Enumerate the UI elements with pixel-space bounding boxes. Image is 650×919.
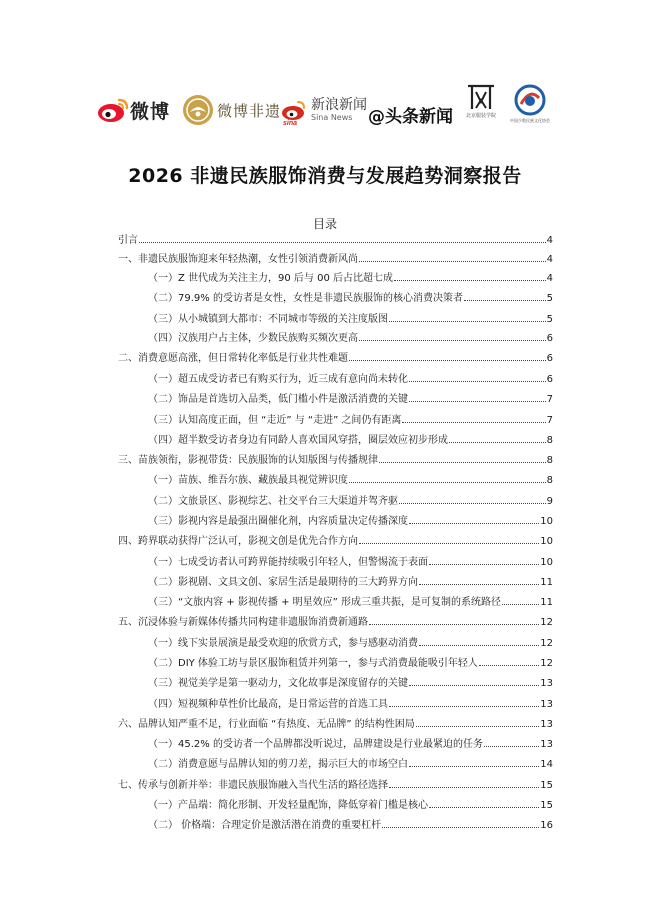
toc-entry-label: （一）45.2% 的受访者一个品牌都没听说过，品牌建设是行业最紧迫的任务 [148,739,483,750]
toc-entry-page: 16 [540,820,553,831]
toc-entry-label: 七、传承与创新并举：非遗民族服饰融入当代生活的路径选择 [118,780,388,791]
toc-leader-dots [369,615,539,625]
toc-entry-label: （三）从小城镇到大都市：不同城市等级的关注度版图 [148,314,388,325]
toc-leader-dots [349,473,546,483]
toc-entry[interactable] [148,737,553,751]
toc-leader-dots [359,331,546,341]
toc-entry-page: 12 [540,638,553,649]
toc-entry-label: （一）超五成受访者已有购买行为，近三成有意向尚未转化 [148,374,408,385]
toc-entry-page: 10 [540,516,553,527]
toc-entry[interactable] [148,798,553,812]
toc-entry-page: 10 [540,536,553,547]
weibo-wordmark: 微博 [130,100,171,123]
toc-entry[interactable] [118,351,553,365]
toc-entry[interactable] [148,433,553,447]
toc-entry[interactable] [118,717,553,731]
toc-entry-label: （一）七成受访者认可跨界能持续吸引年轻人，但警惕流于表面 [148,557,428,568]
sina-news-logo [281,94,367,126]
toc-leader-dots [382,818,539,828]
toc-leader-dots [409,392,546,402]
toc-entry[interactable] [118,233,553,247]
toc-entry-page: 6 [546,374,553,385]
toc-entry[interactable] [148,555,553,569]
toc-entry-label: （三）“文旅内容 + 影视传播 + 明星效应” 形成三重共振，是可复制的系统路径 [148,597,502,608]
toc-entry-label: （一）苗族、维吾尔族、藏族最具视觉辨识度 [148,475,348,486]
toc-entry-label: （二）饰品是首选切入品类，低门槛小件是激活消费的关键 [148,394,408,405]
toc-entry-page: 13 [540,739,553,750]
toc-entry[interactable] [148,271,553,285]
toc-leader-dots [379,453,546,463]
toc-entry-page: 14 [540,759,553,770]
toc-entry-page: 12 [540,658,553,669]
toc-entry[interactable] [148,656,553,670]
toutiao-wordmark: @头条新闻 [368,107,453,127]
toc-heading: 目录 [312,217,337,231]
toc-entry[interactable] [148,595,553,609]
weibo-eye-icon [96,96,130,124]
association-caption: 中国少数民族文化协会 [510,118,550,123]
toc-leader-dots [409,514,539,524]
toc-leader-dots [389,778,539,788]
toc-entry-label: 引言 [118,235,138,246]
toc-entry[interactable] [148,331,553,345]
toc-leader-dots [409,676,539,686]
toc-entry[interactable] [118,252,553,266]
toc-entry[interactable] [148,697,553,711]
toc-entry[interactable] [118,615,553,629]
toc-entry-label: （四）汉族用户占主体，少数民族购买频次更高 [148,333,358,344]
toc-entry-label: 三、苗族领衔，影视带货：民族服饰的认知版图与传播规律 [118,455,378,466]
toc-entry[interactable] [118,778,553,792]
toc-leader-dots [389,312,546,322]
toc-entry-page: 12 [540,617,553,628]
toc-leader-dots [409,757,539,767]
academy-emblem-icon [464,80,498,112]
sina-eye-icon [281,94,307,126]
toc-entry-label: （三）视觉美学是第一驱动力，文化故事是深度留存的关键 [148,678,408,689]
toc-entry-label: 五、沉浸体验与新媒体传播共同构建非遗服饰消费新通路 [118,617,368,628]
toc-entry-page: 5 [546,293,553,304]
toc-leader-dots [416,717,540,727]
sina-news-en-wordmark: Sina News [311,112,353,122]
toc-entry-label: （一）产品端：简化形制、开发轻量配饰，降低穿着门槛是核心 [148,800,428,811]
toc-entry-page: 9 [546,496,553,507]
toc-leader-dots [479,656,539,666]
toc-entry-page: 7 [546,415,553,426]
association-emblem-icon [513,84,547,116]
toc-entry[interactable] [118,534,553,548]
toc-entry-page: 8 [546,435,553,446]
toc-entry-page: 10 [540,557,553,568]
toc-entry-label: （四）超半数受访者身边有同龄人喜欢国风穿搭，圈层效应初步形成 [148,435,448,446]
toc-entry[interactable] [148,636,553,650]
toc-entry-page: 6 [546,353,553,364]
toc-entry[interactable] [148,473,553,487]
toc-entry-page: 13 [540,719,553,730]
toc-entry[interactable] [148,413,553,427]
toc-entry-label: （二）文旅景区、影视综艺、社交平台三大渠道并驾齐驱 [148,496,398,507]
toc-entry-page: 7 [546,394,553,405]
toc-entry-label: 四、跨界联动获得广泛认可，影视文创是优先合作方向 [118,536,358,547]
toc-leader-dots [502,595,539,605]
toutiao-news-logo [368,102,453,127]
toc-leader-dots [139,233,546,243]
sina-news-wordmark: 新浪新闻 [311,96,367,113]
toc-leader-dots [349,351,546,361]
toc-leader-dots [402,413,545,423]
toc-entry-page: 8 [546,475,553,486]
academy-caption: 北京服装学院 [465,113,496,119]
toc-entry[interactable] [148,676,553,690]
sina-badge-text: sina [283,120,298,126]
weibo-logo [96,96,170,124]
toc-entry-page: 11 [540,597,553,608]
toc-entry[interactable] [148,312,553,326]
toc-entry[interactable] [148,291,553,305]
toc-entry-label: （二）DIY 体验工坊与景区服饰租赁并列第一，参与式消费最能吸引年轻人 [148,658,478,669]
toc-entry-page: 15 [540,800,553,811]
toc-entry-page: 8 [546,455,553,466]
feiyi-emblem-icon [182,94,214,126]
toc-leader-dots [399,494,546,504]
toc-entry[interactable] [118,453,553,467]
toc-entry-page: 4 [546,273,553,284]
toc-entry-page: 4 [546,235,553,246]
weibo-feiyi-wordmark: 微博非遗 [217,101,282,120]
toc-entry[interactable] [148,392,553,406]
academy-logo [464,80,498,119]
toc-leader-dots [359,534,539,544]
toc-entry-label: 二、消费意愿高涨，但日常转化率低是行业共性难题 [118,353,348,364]
toc-entry-label: （二）79.9% 的受访者是女性，女性是非遗民族服饰的核心消费决策者 [148,293,463,304]
toc-entry-page: 6 [546,333,553,344]
toc-entry-page: 5 [546,314,553,325]
report-title: 2026 非遗民族服饰消费与发展趋势洞察报告 [128,165,522,187]
toc-entry-page: 15 [540,780,553,791]
toc-entry-label: （二）影视剧、文具文创、家居生活是最期待的三大跨界方向 [148,577,418,588]
toc-leader-dots [389,697,539,707]
toc-entry-label: （二）消费意愿与品牌认知的剪刀差，揭示巨大的市场空白 [148,759,408,770]
weibo-feiyi-logo [182,94,281,126]
toc-entry-label: （三）影视内容是最强出圈催化剂，内容质量决定传播深度 [148,516,408,527]
toc-leader-dots [419,575,539,585]
toc-entry[interactable] [148,757,553,771]
toc-entry[interactable] [148,494,553,508]
toc-entry-page: 13 [540,699,553,710]
toc-entry-label: 一、非遗民族服饰迎来年轻热潮，女性引领消费新风尚 [118,254,358,265]
association-logo [510,84,550,123]
toc-leader-dots [429,798,539,808]
partner-logo-row [96,80,556,140]
toc-entry-label: （四）短视频种草性价比最高，是日常运营的首选工具 [148,699,388,710]
toc-leader-dots [359,252,546,262]
toc-entry-page: 4 [546,254,553,265]
toc-leader-dots [484,737,539,747]
toc-leader-dots [429,555,539,565]
toc-entry[interactable] [148,818,553,832]
toc-entry-label: （三）认知高度正面，但 “走近” 与 “走进” 之间仍有距离 [148,415,402,426]
toc-entry[interactable] [148,372,553,386]
toc-leader-dots [449,433,546,443]
toc-entry-page: 13 [540,678,553,689]
toc-entry[interactable] [148,514,553,528]
toc-entry-label: （一）Z 世代成为关注主力，90 后与 00 后占比超七成 [148,273,394,284]
toc-leader-dots [464,291,546,301]
toc-leader-dots [394,271,546,281]
toc-entry-page: 11 [540,577,553,588]
toc-entry-label: （二） 价格端：合理定价是激活潜在消费的重要杠杆 [148,820,382,831]
toc-entry[interactable] [148,575,553,589]
toc-leader-dots [419,636,539,646]
toc-leader-dots [409,372,546,382]
toc-entry-label: （一）线下实景展演是最受欢迎的欣赏方式，参与感驱动消费 [148,638,418,649]
toc-entry-label: 六、品牌认知严重不足，行业面临 “有热度、无品牌” 的结构性困局 [118,719,415,730]
